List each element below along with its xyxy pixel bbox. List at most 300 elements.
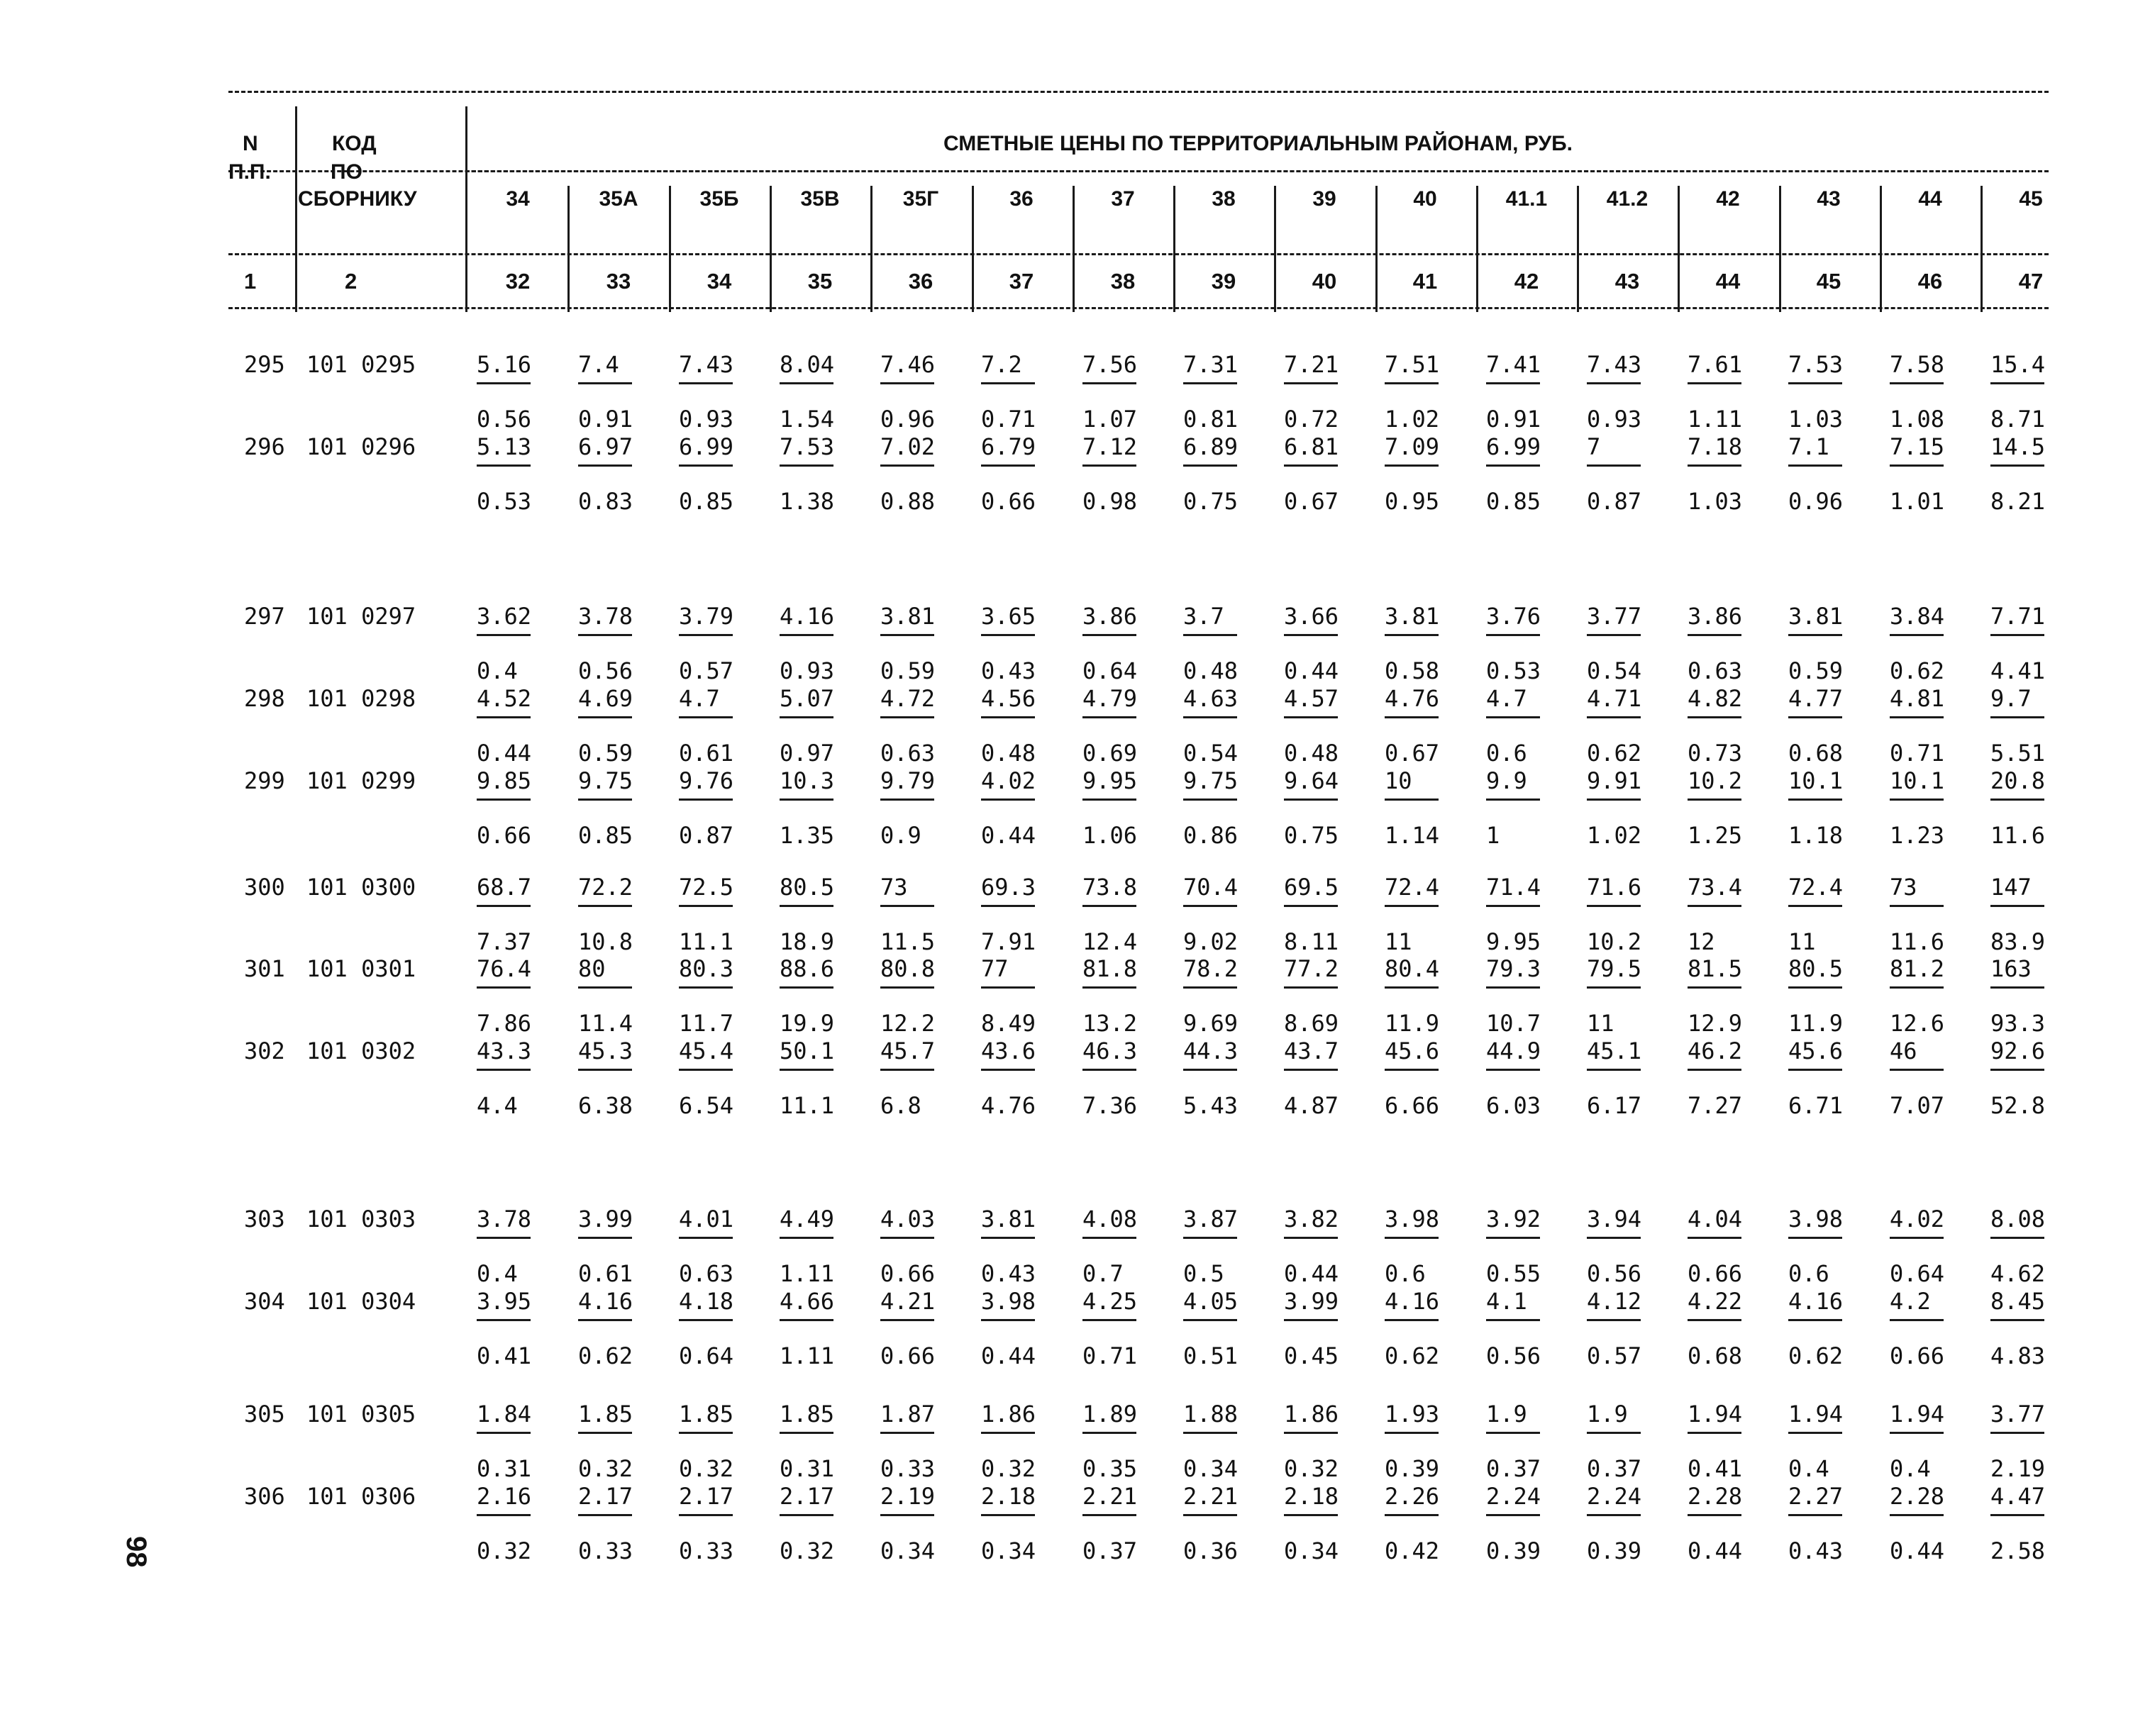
price-total: 88.6	[780, 955, 835, 982]
fraction-line	[1890, 716, 1944, 718]
fraction-line	[1587, 1432, 1641, 1434]
price-wage: 4.41	[1990, 657, 2046, 684]
fraction-line	[679, 634, 733, 636]
row-code: 101 0298	[306, 685, 416, 712]
fraction-line	[1587, 905, 1641, 907]
fraction-line	[1082, 382, 1136, 384]
pp-label: П.П.	[228, 160, 271, 184]
price-wage: 0.44	[1284, 657, 1339, 684]
fraction-line	[1183, 716, 1237, 718]
price-total: 5.13	[477, 433, 532, 460]
price-wage: 0.63	[880, 740, 936, 767]
price-wage: 19.9	[780, 1010, 835, 1037]
price-total: 7.53	[780, 433, 835, 460]
price-total: 3.87	[1183, 1206, 1239, 1233]
price-wage: 11	[1587, 1010, 1614, 1037]
price-total: 10.1	[1788, 767, 1844, 794]
price-wage: 0.43	[981, 1260, 1036, 1287]
price-wage: 5.51	[1990, 740, 2046, 767]
price-total: 73	[1890, 874, 1917, 901]
fraction-line	[1082, 716, 1136, 718]
price-wage: 0.86	[1183, 822, 1239, 849]
price-total: 4.1	[1486, 1288, 1527, 1315]
fraction-line	[1990, 382, 2044, 384]
price-total: 2.21	[1183, 1483, 1239, 1510]
price-wage: 0.66	[1890, 1342, 1945, 1369]
price-wage: 0.98	[1082, 488, 1138, 515]
fraction-line	[1486, 1069, 1540, 1071]
price-wage: 6.8	[880, 1092, 921, 1119]
fraction-line	[1890, 634, 1944, 636]
price-wage: 0.56	[477, 406, 532, 433]
fraction-line	[1486, 1237, 1540, 1239]
row-code: 101 0303	[306, 1206, 416, 1233]
price-total: 5.07	[780, 685, 835, 712]
price-wage: 0.71	[981, 406, 1036, 433]
fraction-line	[1486, 716, 1540, 718]
price-wage: 1.07	[1082, 406, 1138, 433]
price-wage: 0.66	[477, 822, 532, 849]
fraction-line	[1082, 464, 1136, 467]
price-total: 4.49	[780, 1206, 835, 1233]
price-wage: 0.39	[1587, 1537, 1642, 1564]
price-wage: 9.95	[1486, 928, 1541, 955]
row-code: 101 0306	[306, 1483, 416, 1510]
price-total: 4.71	[1587, 685, 1642, 712]
price-wage: 4.4	[477, 1092, 518, 1119]
fraction-line	[1990, 986, 2044, 989]
price-total: 81.2	[1890, 955, 1945, 982]
price-wage: 0.85	[1486, 488, 1541, 515]
fraction-line	[1587, 634, 1641, 636]
price-total: 2.24	[1587, 1483, 1642, 1510]
price-wage: 0.59	[1788, 657, 1844, 684]
price-wage: 0.33	[679, 1537, 734, 1564]
price-wage: 0.41	[1688, 1455, 1743, 1482]
price-wage: 0.32	[578, 1455, 633, 1482]
price-total: 4.08	[1082, 1206, 1138, 1233]
fraction-line	[1788, 986, 1842, 989]
fraction-line	[1082, 799, 1136, 801]
fraction-line	[1788, 382, 1842, 384]
fraction-line	[1587, 1514, 1641, 1516]
price-wage: 1.38	[780, 488, 835, 515]
price-total: 2.21	[1082, 1483, 1138, 1510]
price-wage: 0.91	[1486, 406, 1541, 433]
price-wage: 18.9	[780, 928, 835, 955]
price-wage: 0.43	[1788, 1537, 1844, 1564]
price-wage: 6.03	[1486, 1092, 1541, 1119]
fraction-line	[880, 634, 934, 636]
price-total: 8.08	[1990, 1206, 2046, 1233]
price-wage: 0.58	[1385, 657, 1440, 684]
price-wage: 0.85	[679, 488, 734, 515]
price-total: 9.9	[1486, 767, 1527, 794]
price-wage: 12.6	[1890, 1010, 1945, 1037]
fraction-line	[679, 1319, 733, 1321]
column-number-39: 39	[1211, 269, 1236, 294]
fraction-line	[780, 464, 833, 467]
code-col-bar	[465, 106, 467, 312]
fraction-line	[679, 716, 733, 718]
price-total: 69.3	[981, 874, 1036, 901]
price-wage: 83.9	[1990, 928, 2046, 955]
fraction-line	[1385, 634, 1439, 636]
price-total: 7.09	[1385, 433, 1440, 460]
price-wage: 4.83	[1990, 1342, 2046, 1369]
price-wage: 0.53	[1486, 657, 1541, 684]
fraction-line	[1486, 1432, 1540, 1434]
price-wage: 8.49	[981, 1010, 1036, 1037]
price-total: 1.93	[1385, 1401, 1440, 1428]
price-wage: 0.66	[981, 488, 1036, 515]
price-wage: 1.54	[780, 406, 835, 433]
price-wage: 13.2	[1082, 1010, 1138, 1037]
price-total: 9.64	[1284, 767, 1339, 794]
price-total: 1.86	[1284, 1401, 1339, 1428]
fraction-line	[880, 382, 934, 384]
price-total: 14.5	[1990, 433, 2046, 460]
price-total: 9.76	[679, 767, 734, 794]
price-total: 92.6	[1990, 1037, 2046, 1064]
fraction-line	[780, 634, 833, 636]
price-wage: 7.27	[1688, 1092, 1743, 1119]
col-bar-14	[1981, 186, 1983, 312]
price-total: 73	[880, 874, 908, 901]
price-wage: 0.6	[1385, 1260, 1426, 1287]
price-wage: 0.68	[1788, 740, 1844, 767]
price-wage: 11.7	[679, 1010, 734, 1037]
fraction-line	[1082, 1319, 1136, 1321]
fraction-line	[578, 382, 632, 384]
price-total: 2.26	[1385, 1483, 1440, 1510]
price-wage: 0.57	[679, 657, 734, 684]
price-total: 4.47	[1990, 1483, 2046, 1510]
price-total: 9.85	[477, 767, 532, 794]
fraction-line	[880, 716, 934, 718]
fraction-line	[880, 799, 934, 801]
fraction-line	[780, 799, 833, 801]
fraction-line	[1890, 1069, 1944, 1071]
price-wage: 5.43	[1183, 1092, 1239, 1119]
price-total: 3.7	[1183, 603, 1224, 630]
price-wage: 2.19	[1990, 1455, 2046, 1482]
price-total: 71.6	[1587, 874, 1642, 901]
price-wage: 11.4	[578, 1010, 633, 1037]
fraction-line	[880, 464, 934, 467]
price-total: 46.3	[1082, 1037, 1138, 1064]
fraction-line	[1284, 382, 1338, 384]
price-total: 4.25	[1082, 1288, 1138, 1315]
fraction-line	[981, 799, 1035, 801]
price-total: 4.82	[1688, 685, 1743, 712]
price-wage: 0.61	[679, 740, 734, 767]
column-code-39: 39	[1312, 187, 1336, 211]
price-wage: 0.39	[1486, 1537, 1541, 1564]
price-wage: 0.44	[1284, 1260, 1339, 1287]
fraction-line	[981, 1237, 1035, 1239]
price-wage: 0.48	[1183, 657, 1239, 684]
price-wage: 0.4	[477, 657, 518, 684]
price-total: 3.99	[578, 1206, 633, 1233]
price-wage: 0.91	[578, 406, 633, 433]
fraction-line	[1082, 986, 1136, 989]
price-total: 69.5	[1284, 874, 1339, 901]
column-number-33: 33	[606, 269, 631, 294]
price-wage: 0.62	[1385, 1342, 1440, 1369]
price-total: 44.9	[1486, 1037, 1541, 1064]
price-total: 3.92	[1486, 1206, 1541, 1233]
price-wage: 1.11	[1688, 406, 1743, 433]
fraction-line	[1890, 382, 1944, 384]
price-wage: 0.62	[1890, 657, 1945, 684]
column-number-40: 40	[1312, 269, 1337, 294]
row-number: 296	[244, 433, 285, 460]
fraction-line	[1082, 1069, 1136, 1071]
price-total: 79.3	[1486, 955, 1541, 982]
price-total: 81.8	[1082, 955, 1138, 982]
fraction-line	[1284, 799, 1338, 801]
price-total: 6.81	[1284, 433, 1339, 460]
fraction-line	[880, 1069, 934, 1071]
fraction-line	[1486, 1514, 1540, 1516]
column-number-46: 46	[1917, 269, 1943, 294]
price-wage: 0.75	[1183, 488, 1239, 515]
price-total: 3.99	[1284, 1288, 1339, 1315]
price-wage: 0.81	[1183, 406, 1239, 433]
fraction-line	[780, 382, 833, 384]
price-total: 4.05	[1183, 1288, 1239, 1315]
price-total: 2.28	[1688, 1483, 1743, 1510]
row-number: 298	[244, 685, 285, 712]
price-wage: 8.69	[1284, 1010, 1339, 1037]
price-wage: 0.64	[1082, 657, 1138, 684]
price-wage: 0.68	[1688, 1342, 1743, 1369]
price-total: 4.2	[1890, 1288, 1931, 1315]
price-wage: 4.76	[981, 1092, 1036, 1119]
column-code-43: 43	[1817, 187, 1841, 211]
price-wage: 0.66	[880, 1342, 936, 1369]
fraction-line	[578, 716, 632, 718]
fraction-line	[1082, 1514, 1136, 1516]
price-wage: 0.69	[1082, 740, 1138, 767]
column-number-37: 37	[1009, 269, 1034, 294]
col-bar-11	[1678, 186, 1680, 312]
price-total: 4.18	[679, 1288, 734, 1315]
price-total: 43.7	[1284, 1037, 1339, 1064]
price-wage: 8.21	[1990, 488, 2046, 515]
price-total: 2.17	[578, 1483, 633, 1510]
price-wage: 11	[1385, 928, 1412, 955]
price-total: 3.94	[1587, 1206, 1642, 1233]
price-wage: 93.3	[1990, 1010, 2046, 1037]
price-wage: 0.71	[1082, 1342, 1138, 1369]
price-total: 1.85	[780, 1401, 835, 1428]
price-total: 4.12	[1587, 1288, 1642, 1315]
fraction-line	[780, 1514, 833, 1516]
fraction-line	[780, 986, 833, 989]
price-wage: 0.96	[1788, 488, 1844, 515]
price-total: 9.95	[1082, 767, 1138, 794]
price-total: 4.7	[1486, 685, 1527, 712]
price-wage: 0.48	[981, 740, 1036, 767]
price-wage: 0.7	[1082, 1260, 1124, 1287]
fraction-line	[679, 1514, 733, 1516]
fraction-line	[679, 1069, 733, 1071]
price-total: 7.15	[1890, 433, 1945, 460]
fraction-line	[1284, 986, 1338, 989]
fraction-line	[1890, 905, 1944, 907]
price-wage: 0.42	[1385, 1537, 1440, 1564]
fraction-line	[981, 905, 1035, 907]
price-total: 3.62	[477, 603, 532, 630]
price-wage: 0.61	[578, 1260, 633, 1287]
price-total: 3.82	[1284, 1206, 1339, 1233]
price-total: 147	[1990, 874, 2032, 901]
price-total: 50.1	[780, 1037, 835, 1064]
fraction-line	[679, 799, 733, 801]
price-total: 80.5	[780, 874, 835, 901]
fraction-line	[1486, 799, 1540, 801]
price-total: 10.3	[780, 767, 835, 794]
price-wage: 6.71	[1788, 1092, 1844, 1119]
fraction-line	[1788, 716, 1842, 718]
fraction-line	[981, 1069, 1035, 1071]
fraction-line	[1788, 464, 1842, 467]
fraction-line	[578, 799, 632, 801]
price-wage: 0.4	[1890, 1455, 1931, 1482]
price-total: 76.4	[477, 955, 532, 982]
price-wage: 0.33	[880, 1455, 936, 1482]
price-wage: 0.6	[1486, 740, 1527, 767]
fraction-line	[880, 905, 934, 907]
column-code-40: 40	[1413, 187, 1437, 211]
fraction-line	[1284, 1319, 1338, 1321]
fraction-line	[1183, 1237, 1237, 1239]
fraction-line	[1486, 986, 1540, 989]
fraction-line	[1587, 716, 1641, 718]
row-number: 297	[244, 603, 285, 630]
price-wage: 0.87	[1587, 488, 1642, 515]
fraction-line	[1183, 1319, 1237, 1321]
col-bar-2	[770, 186, 772, 312]
price-wage: 12.2	[880, 1010, 936, 1037]
n-label: N	[243, 132, 258, 155]
price-wage: 0.56	[1486, 1342, 1541, 1369]
price-total: 1.89	[1082, 1401, 1138, 1428]
row-number: 299	[244, 767, 285, 794]
col-bar-0	[567, 186, 570, 312]
column-code-45: 45	[2019, 187, 2043, 211]
row-code: 101 0299	[306, 767, 416, 794]
price-wage: 1.02	[1587, 822, 1642, 849]
price-wage: 1.23	[1890, 822, 1945, 849]
price-total: 10.1	[1890, 767, 1945, 794]
price-total: 4.02	[981, 767, 1036, 794]
fraction-line	[679, 986, 733, 989]
fraction-line	[1183, 1432, 1237, 1434]
price-total: 80.3	[679, 955, 734, 982]
fraction-line	[1082, 1432, 1136, 1434]
fraction-line	[477, 905, 531, 907]
price-total: 3.79	[679, 603, 734, 630]
price-total: 3.84	[1890, 603, 1945, 630]
price-total: 2.16	[477, 1483, 532, 1510]
price-total: 45.4	[679, 1037, 734, 1064]
price-total: 1.88	[1183, 1401, 1239, 1428]
price-wage: 0.56	[1587, 1260, 1642, 1287]
price-total: 3.78	[477, 1206, 532, 1233]
price-wage: 0.96	[880, 406, 936, 433]
fraction-line	[1788, 799, 1842, 801]
price-total: 4.72	[880, 685, 936, 712]
price-total: 9.79	[880, 767, 936, 794]
fraction-line	[1890, 799, 1944, 801]
price-wage: 0.75	[1284, 822, 1339, 849]
fraction-line	[1688, 1432, 1741, 1434]
fraction-line	[477, 464, 531, 467]
fraction-line	[477, 1237, 531, 1239]
price-wage: 0.72	[1284, 406, 1339, 433]
fraction-line	[1990, 1319, 2044, 1321]
price-total: 72.5	[679, 874, 734, 901]
price-wage: 0.34	[1284, 1537, 1339, 1564]
price-wage: 1.02	[1385, 406, 1440, 433]
fraction-line	[880, 1237, 934, 1239]
fraction-line	[1385, 799, 1439, 801]
price-total: 1.94	[1688, 1401, 1743, 1428]
fraction-line	[1587, 464, 1641, 467]
fraction-line	[1688, 1319, 1741, 1321]
price-wage: 0.4	[477, 1260, 518, 1287]
price-wage: 7.07	[1890, 1092, 1945, 1119]
price-total: 1.94	[1788, 1401, 1844, 1428]
fraction-line	[1284, 1432, 1338, 1434]
price-wage: 0.93	[1587, 406, 1642, 433]
price-wage: 11.9	[1385, 1010, 1440, 1037]
price-total: 7.41	[1486, 351, 1541, 378]
price-total: 80.5	[1788, 955, 1844, 982]
price-wage: 0.31	[477, 1455, 532, 1482]
fraction-line	[981, 382, 1035, 384]
price-wage: 10.7	[1486, 1010, 1541, 1037]
prices-title: СМЕТНЫЕ ЦЕНЫ ПО ТЕРРИТОРИАЛЬНЫМ РАЙОНАМ, РУБ.	[943, 132, 1573, 155]
price-total: 8.04	[780, 351, 835, 378]
price-wage: 0.33	[578, 1537, 633, 1564]
col-bar-8	[1375, 186, 1378, 312]
fraction-line	[780, 716, 833, 718]
column-code-41.1: 41.1	[1505, 187, 1548, 211]
fraction-line	[1990, 634, 2044, 636]
price-total: 68.7	[477, 874, 532, 901]
price-wage: 0.62	[578, 1342, 633, 1369]
fraction-line	[1183, 986, 1237, 989]
price-total: 80	[578, 955, 606, 982]
price-total: 3.86	[1082, 603, 1138, 630]
fraction-line	[477, 799, 531, 801]
price-total: 9.75	[1183, 767, 1239, 794]
price-total: 1.85	[679, 1401, 734, 1428]
column-number-43: 43	[1614, 269, 1640, 294]
fraction-line	[578, 634, 632, 636]
price-wage: 11.1	[679, 928, 734, 955]
row-code: 101 0304	[306, 1288, 416, 1315]
price-wage: 0.56	[578, 657, 633, 684]
price-wage: 11	[1788, 928, 1816, 955]
price-total: 7.4	[578, 351, 619, 378]
code-label-line3: СБОРНИКУ	[298, 187, 417, 211]
fraction-line	[1284, 1237, 1338, 1239]
